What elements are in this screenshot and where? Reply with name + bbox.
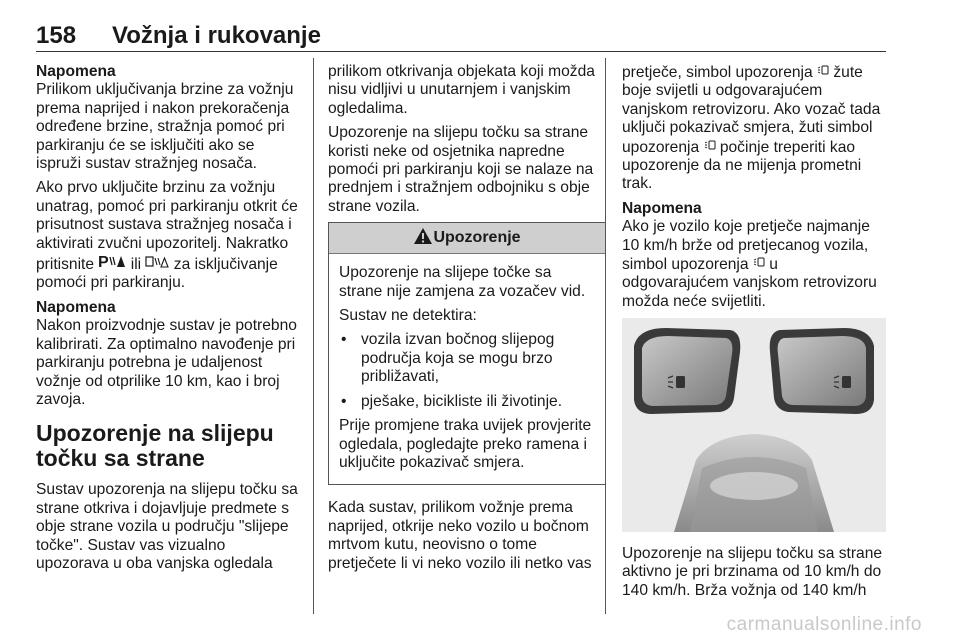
list-item: • pješake, bicikliste ili životinje. — [339, 393, 595, 411]
left-mirror — [634, 328, 740, 414]
paragraph-text: ili — [126, 256, 146, 274]
note-label: Napomena — [36, 63, 116, 80]
paragraph-text: žute boje svijetli u odgovarajućem vanjskom retrovizoru. Ako vozač tada uključi pokazivač smjera, žuti simbol upozorenja — [622, 64, 881, 156]
figure-caption-block — [622, 545, 888, 606]
column-3 — [622, 63, 888, 317]
note-1 — [36, 63, 300, 173]
paragraph — [36, 179, 300, 292]
watermark: carmanualsonline.info — [726, 614, 922, 635]
note-text: Prilikom uključivanja brzine za vožnju prema naprijed i nakon prekoračenja određene brzine, stražnja pomoć pri parkiranju će se isključiti ako se ispruži sustav stražnjeg nosača. — [36, 81, 294, 173]
note-text: Nakon proizvodnje sustav je potrebno kalibrirati. Za optimalno navođenje pri parkiranju potrebna je udaljenost vožnje od otprilike 10 km, kao i broj zavoja. — [36, 317, 297, 408]
park-assist-off-icon — [145, 256, 169, 273]
paragraph: Kada sustav, prilikom vožnje prema naprijed, otkrije neko vozilo u bočnom mrtvom kutu, neovisno o tome pretječete li vi neko vozilo ili netko vas — [328, 499, 592, 572]
svg-text:P: P — [98, 254, 110, 270]
warning-body — [329, 254, 605, 484]
warning-text: Upozorenje na slijepe točke sa strane nije zamjena za vozačev vid. — [339, 264, 586, 300]
column-1 — [36, 63, 300, 579]
right-mirror — [770, 328, 874, 414]
paragraph: prilikom otkrivanja objekata koji možda nisu vidljivi u unutarnjem i vanjskim ogledalima. — [328, 63, 595, 117]
warning-text: Sustav ne detektira: — [339, 307, 477, 325]
blind-spot-warning-icon — [704, 141, 716, 153]
note-label: Napomena — [36, 298, 116, 316]
warning-title: Upozorenje — [433, 229, 521, 247]
warning-header — [329, 223, 605, 254]
note — [622, 200, 888, 311]
note-text: Ako je vozilo koje pretječe najmanje 10 km/h brže od pretjecanog vozila, simbol upozorenja — [622, 218, 870, 274]
page-number: 158 — [36, 22, 77, 49]
section-heading: Upozorenje na slijepu točku sa strane — [36, 420, 274, 472]
chapter-title: Vožnja i rukovanje — [112, 22, 321, 49]
list-item: • vozila izvan bočnog slijepog područja koja se mogu brzo približavati, — [339, 331, 595, 386]
paragraph-text: Ako prvo uključite brzinu za vožnju unatrag, pomoć pri parkiranju otkrit će prisutnost sustava stražnjeg nosača i aktivirati zvučni upozoritelj. Nakratko pritisnite — [36, 179, 298, 274]
paragraph-text: za isključivanje pomoći pri parkiranju. — [36, 256, 278, 292]
paragraph: Sustav upozorenja na slijepu točku sa strane otkriva i dojavljuje predmete s obje strane vozila u području "slijepe točke". Sustav vas vizualno upozorava u oba vanjska ogledala — [36, 481, 298, 572]
warning-text: Prije promjene traka uvijek provjerite ogledala, pogledajte preko ramena i uključite pokazivač smjera. — [339, 417, 592, 471]
paragraph-text: pretječe, simbol upozorenja — [622, 64, 818, 81]
warning-box — [328, 222, 606, 485]
note-label: Napomena — [622, 199, 702, 217]
header-rule — [36, 51, 886, 52]
warning-list — [339, 331, 595, 411]
blind-spot-warning-icon — [817, 66, 829, 78]
paragraph-text: počinje treperiti kao upozorenje da ne mijenja prometni trak. — [622, 138, 862, 193]
column-2 — [328, 63, 598, 579]
blind-spot-illustration — [622, 318, 886, 532]
park-assist-icon — [98, 256, 126, 273]
blind-spot-warning-icon — [753, 258, 765, 270]
car-body — [674, 434, 834, 532]
paragraph: Upozorenje na slijepu točku sa strane aktivno je pri brzinama od 10 km/h do 140 km/h. Brža vožnja od 140 km/h — [622, 545, 883, 599]
note-text: u odgovarajućem vanjskom retrovizoru možda neće svijetliti. — [622, 256, 877, 310]
paragraph — [622, 63, 888, 194]
warning-triangle-icon — [413, 227, 433, 250]
note-2 — [36, 299, 300, 409]
column-divider-1 — [313, 58, 314, 614]
page-header — [36, 22, 886, 52]
paragraph: Upozorenje na slijepu točku sa strane koristi neke od osjetnika napredne pomoći pri parkiranju koji se nalaze na prednjem i stražnjem odbojniku s obje strane vozila. — [328, 124, 594, 215]
